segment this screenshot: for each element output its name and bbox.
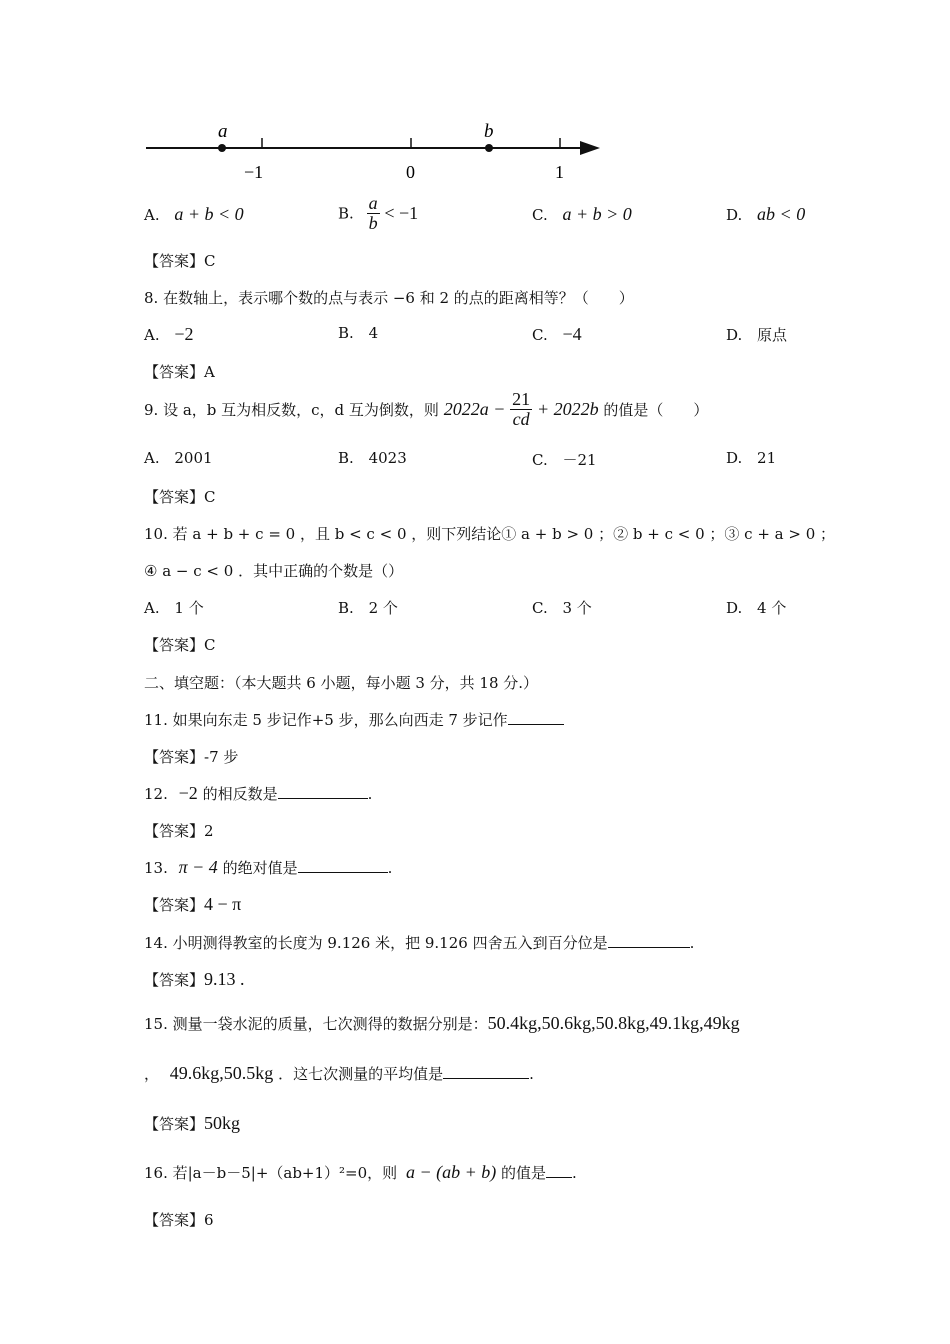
answer-value: A (204, 363, 215, 381)
answer-blank (546, 1163, 572, 1178)
answer-label: 【答案】 (144, 636, 205, 654)
answer-blank (508, 710, 564, 725)
option-text: 3 个 (562, 599, 592, 617)
option-letter: B. (338, 324, 354, 342)
point-a-dot (218, 144, 226, 152)
answer-value: -7 步 (204, 748, 239, 766)
option-letter: C. (532, 206, 548, 224)
option-text: a + b < 0 (174, 204, 244, 224)
option-letter: D. (726, 206, 743, 224)
answer-value: 9.13 . (204, 969, 245, 989)
q15-stem-line2 (144, 1063, 534, 1084)
option-text: 4 (368, 324, 379, 342)
answer-label: 【答案】 (144, 1211, 205, 1229)
answer-value: 50kg (204, 1113, 241, 1133)
answer-label: 【答案】 (144, 488, 205, 506)
answer-blank (298, 858, 388, 873)
answer-label: 【答案】 (144, 748, 205, 766)
option-fraction (367, 194, 380, 233)
option-letter: D. (726, 599, 743, 617)
q12-stem (144, 783, 372, 804)
option-letter: A. (144, 449, 160, 467)
q7-option-b (338, 194, 418, 233)
q7-option-a (144, 204, 244, 225)
q13-answer (144, 894, 241, 915)
q13-stem (144, 857, 392, 878)
option-letter: D. (726, 449, 743, 467)
option-letter: A. (144, 599, 160, 617)
answer-value: C (204, 252, 216, 270)
stem-text: 16. 若|a－b－5|+（ab+1）²=0，则 (144, 1164, 398, 1182)
stem-text: 9. 设 a，b 互为相反数，c，d 互为倒数，则 (144, 400, 439, 419)
q8-option-d (726, 324, 787, 345)
q9-option-a (144, 449, 213, 467)
answer-label: 【答案】 (144, 822, 205, 840)
answer-blank (278, 784, 368, 799)
answer-value: 4 − π (204, 894, 242, 914)
option-text: 2001 (174, 449, 213, 467)
answer-label: 【答案】 (144, 971, 205, 989)
q15-answer (144, 1113, 240, 1134)
q10-option-b (338, 597, 398, 618)
number-line-figure (140, 118, 610, 190)
answer-value: 6 (204, 1211, 214, 1229)
stem-end: . (387, 859, 393, 877)
option-letter: C. (532, 451, 548, 469)
q10-option-c (532, 597, 592, 618)
answer-label: 【答案】 (144, 1115, 205, 1133)
stem-text: 15. 测量一袋水泥的质量，七次测得的数据分别是： (144, 1015, 488, 1033)
answer-value: C (204, 636, 216, 654)
option-letter: A. (144, 326, 160, 344)
stem-text: ， (144, 1065, 160, 1083)
option-text: −2 (174, 324, 194, 344)
fraction-denominator: b (368, 212, 378, 233)
stem-text: 12. (144, 785, 168, 803)
stem-text: 的值是 (501, 1164, 547, 1182)
q14-stem (144, 932, 694, 953)
q10-stem-line2: ④ a − c < 0 ．其中正确的个数是（） (144, 562, 404, 580)
fraction-denominator: cd (510, 409, 532, 429)
q8-stem: 8. 在数轴上，表示哪个数的点与表示 −6 和 2 的点的距离相等？（ ） (144, 289, 634, 307)
point-b-dot (485, 144, 493, 152)
stem-end: . (367, 785, 373, 803)
stem-text: 的相反数是 (202, 785, 278, 803)
q9-option-b (338, 449, 407, 467)
option-text: 4023 (368, 449, 407, 467)
stem-text: 11. 如果向东走 5 步记作+5 步，那么向西走 7 步记作 (144, 711, 508, 729)
option-text: 4 个 (757, 599, 787, 617)
q11-stem (144, 709, 564, 730)
tick-label-1: 1 (555, 162, 564, 182)
option-letter: B. (338, 599, 354, 617)
q16-answer (144, 1209, 214, 1230)
option-letter: C. (532, 599, 548, 617)
option-text: 原点 (757, 326, 788, 344)
q9-answer (144, 486, 216, 507)
option-letter: B. (338, 204, 354, 223)
stem-text: 的值是（ ） (603, 400, 709, 419)
expression: a − (ab + b) (405, 1162, 497, 1182)
q8-answer (144, 361, 215, 382)
point-a-label: a (218, 121, 228, 142)
q9-option-c (532, 449, 597, 470)
q7-option-d (726, 204, 805, 225)
option-text: 1 个 (174, 599, 204, 617)
option-text: ab < 0 (757, 204, 806, 224)
number-line-arrow (580, 141, 600, 155)
q9-stem (144, 390, 708, 429)
fraction-numerator: a (368, 193, 378, 213)
stem-end: . (529, 1065, 534, 1083)
answer-blank (608, 933, 690, 948)
q16-stem (144, 1162, 577, 1183)
data-values: 50.4kg,50.6kg,50.8kg,49.1kg,49kg (487, 1013, 740, 1033)
option-letter: C. (532, 326, 548, 344)
q10-option-d (726, 597, 786, 618)
tick-label-0: 0 (406, 162, 415, 182)
q11-answer (144, 746, 238, 767)
expression-fraction (510, 390, 532, 429)
point-b-label: b (484, 121, 494, 142)
fraction-numerator: 21 (512, 389, 531, 409)
q10-option-a (144, 597, 204, 618)
answer-value: 2 (204, 822, 214, 840)
answer-label: 【答案】 (144, 896, 205, 914)
expression: −2 (178, 783, 198, 803)
answer-blank (443, 1064, 529, 1079)
q8-option-a (144, 324, 194, 345)
option-text: a + b > 0 (562, 204, 632, 224)
data-values: 49.6kg,50.5kg (169, 1063, 274, 1083)
stem-text: 13. (144, 859, 168, 877)
expression-part: 2022a − (443, 398, 506, 419)
option-text: −4 (562, 324, 582, 344)
stem-text: ．这七次测量的平均值是 (278, 1065, 444, 1083)
stem-end: . (572, 1164, 577, 1182)
q14-answer (144, 969, 245, 990)
q7-answer (144, 250, 216, 271)
section-2-title: 二、填空题：（本大题共 6 小题，每小题 3 分，共 18 分.） (144, 674, 539, 692)
option-text: －21 (562, 451, 597, 469)
answer-label: 【答案】 (144, 252, 205, 270)
tick-label-neg1: −1 (244, 162, 264, 182)
answer-label: 【答案】 (144, 363, 205, 381)
option-letter: D. (726, 326, 743, 344)
q9-option-d (726, 449, 776, 467)
q10-stem-line1: 10. 若 a + b + c = 0 ，且 b < c < 0 ，则下列结论① a + b > 0 ；② b + c < 0 ；③ c + a > 0 ； (144, 525, 836, 543)
q12-answer (144, 820, 214, 841)
option-text: 21 (757, 449, 777, 467)
option-text: < −1 (384, 202, 419, 223)
q15-stem-line1 (144, 1013, 740, 1034)
option-letter: B. (338, 449, 354, 467)
option-text: 2 个 (368, 599, 398, 617)
stem-text: 的绝对值是 (222, 859, 298, 877)
stem-end: . (689, 934, 695, 952)
expression: π − 4 (178, 857, 218, 877)
q8-option-b (338, 324, 378, 342)
q7-option-c (532, 204, 632, 225)
stem-text: 14. 小明测得教室的长度为 9.126 米，把 9.126 四舍五入到百分位是 (144, 934, 608, 952)
option-letter: A. (144, 206, 160, 224)
answer-value: C (204, 488, 216, 506)
q10-answer (144, 634, 216, 655)
expression-part: + 2022b (536, 398, 599, 419)
q8-option-c (532, 324, 582, 345)
